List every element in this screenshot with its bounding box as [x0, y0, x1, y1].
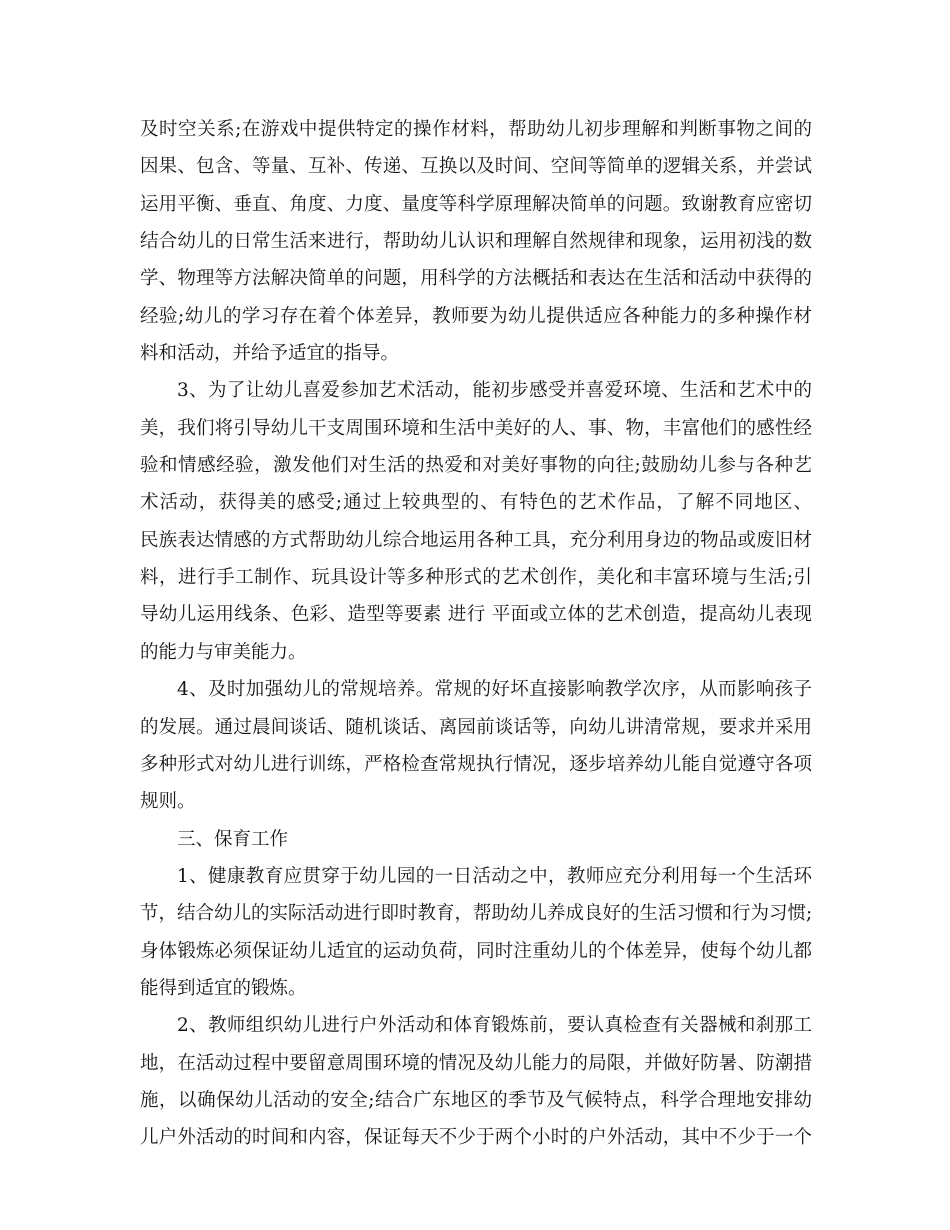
text-line: 美，我们将引导幼儿干支周围环境和生活中美好的人、事、物，丰富他们的感性经: [140, 417, 812, 439]
text-line: 3、为了让幼儿喜爱参加艺术活动，能初步感受并喜爱环境、生活和艺术中的: [177, 380, 812, 402]
text-line: 多种形式对幼儿进行训练，严格检查常规执行情况，逐步培养幼儿能自觉遵守各项: [140, 753, 812, 775]
section-heading-text: 三、保育工作: [177, 828, 289, 850]
text-line: 身体锻炼必须保证幼儿适宜的运动负荷，同时注重幼儿的个体差异，使每个幼儿都: [140, 940, 812, 962]
text-line: 学、物理等方法解决简单的问题，用科学的方法概括和表达在生活和活动中获得的: [140, 268, 812, 290]
text-line: 1、健康教育应贯穿于幼儿园的一日活动之中，教师应充分利用每一个生活环: [177, 865, 812, 887]
paragraph-item-1-health: [140, 858, 812, 1007]
paragraph-item-4-routine: [140, 671, 812, 820]
text-line: 节，结合幼儿的实际活动进行即时教育，帮助幼儿养成良好的生活习惯和行为习惯;: [140, 903, 812, 925]
text-line: 能得到适宜的锻炼。: [140, 977, 307, 999]
text-line: 结合幼儿的日常生活来进行，帮助幼儿认识和理解自然规律和现象，运用初浅的数: [140, 231, 812, 253]
text-line: 验和情感经验，激发他们对生活的热爱和对美好事物的向往;鼓励幼儿参与各种艺: [140, 455, 812, 477]
text-line: 民族表达情感的方式帮助幼儿综合地运用各种工具，充分利用身边的物品或废旧材: [140, 529, 812, 551]
text-line: 运用平衡、垂直、角度、力度、量度等科学原理解决简单的问题。致谢教育应密切: [140, 193, 812, 215]
text-line: 的发展。通过晨间谈话、随机谈话、离园前谈话等，向幼儿讲清常规，要求并采用: [140, 716, 812, 738]
text-line: 及时空关系;在游戏中提供特定的操作材料，帮助幼儿初步理解和判断事物之间的: [140, 119, 812, 140]
text-line: 料，进行手工制作、玩具设计等多种形式的艺术创作，美化和丰富环境与生活;引: [140, 567, 812, 589]
text-line: 因果、包含、等量、互补、传递、互换以及时间、空间等简单的逻辑关系，并尝试: [140, 156, 812, 178]
paragraph-science-continued: [140, 111, 812, 372]
paragraph-item-2-outdoor: [140, 1007, 812, 1156]
text-line: 4、及时加强幼儿的常规培养。常规的好坏直接影响教学次序，从而影响孩子: [177, 679, 812, 701]
text-line: 术活动，获得美的感受;通过上较典型的、有特色的艺术作品，了解不同地区、: [140, 492, 812, 514]
document-body: [140, 111, 812, 1157]
text-line: 料和活动，并给予适宜的指导。: [140, 343, 400, 365]
text-line: 导幼儿运用线条、色彩、造型等要素 进行 平面或立体的艺术创造，提高幼儿表现: [140, 604, 812, 626]
text-line: 经验;幼儿的学习存在着个体差异，教师要为幼儿提供适应各种能力的多种操作材: [140, 305, 812, 327]
text-line: 规则。: [140, 791, 196, 813]
text-line: 施，以确保幼儿活动的安全;结合广东地区的季节及气候特点，科学合理地安排幼: [140, 1089, 812, 1111]
text-line: 的能力与审美能力。: [140, 641, 307, 663]
text-line: 儿户外活动的时间和内容，保证每天不少于两个小时的户外活动，其中不少于一个: [140, 1127, 812, 1149]
paragraph-item-3-art: [140, 372, 812, 671]
text-line: 地，在活动过程中要留意周围环境的情况及幼儿能力的局限，并做好防暑、防潮措: [140, 1052, 812, 1074]
text-line: 2、教师组织幼儿进行户外活动和体育锻炼前，要认真检查有关器械和刹那工: [177, 1015, 812, 1037]
section-heading: [140, 821, 812, 858]
